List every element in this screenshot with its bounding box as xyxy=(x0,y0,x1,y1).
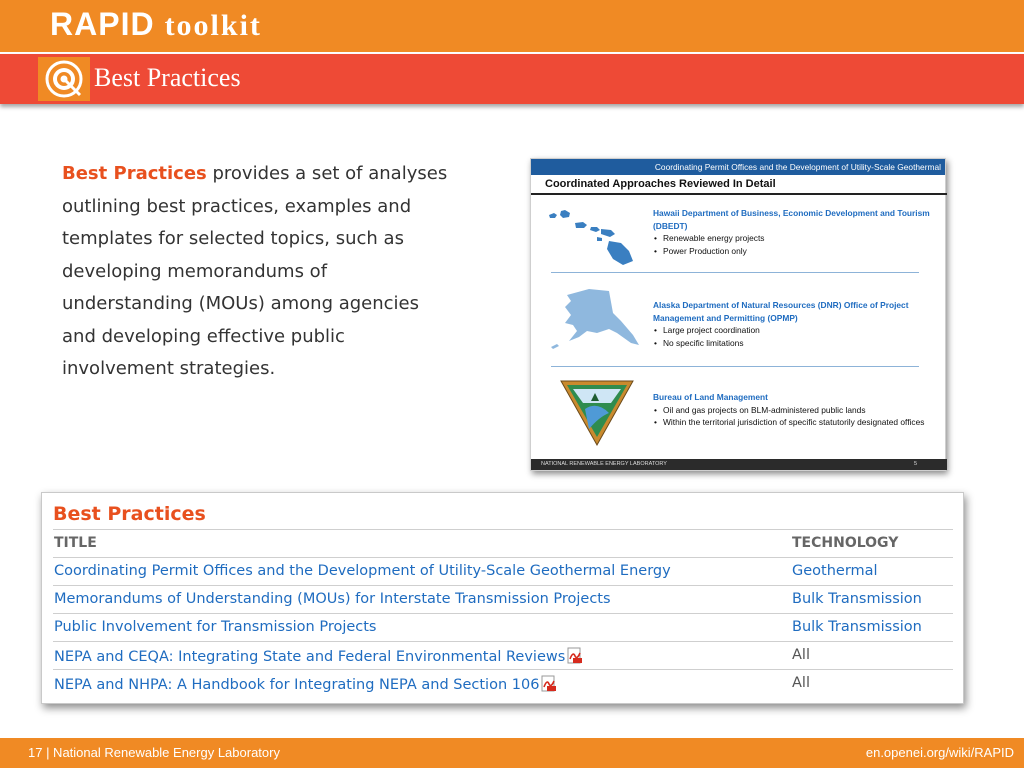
table-row xyxy=(53,585,953,613)
agency-bullet: • Renewable energy projects xyxy=(653,232,943,245)
row-title-cell xyxy=(54,647,583,665)
section-bar xyxy=(0,54,1024,104)
agency-separator xyxy=(551,366,919,367)
row-technology-link[interactable]: Bulk Transmission xyxy=(792,619,922,635)
row-technology-cell: All xyxy=(792,647,810,663)
section-title: Best Practices xyxy=(94,63,241,92)
agency-item xyxy=(653,391,943,429)
table-row xyxy=(53,641,953,669)
row-title-link[interactable]: NEPA and CEQA: Integrating State and Federal Environmental Reviews xyxy=(54,649,566,665)
row-technology-link[interactable]: Geothermal xyxy=(792,563,878,579)
footer-page-info: 17 | National Renewable Energy Laboratory xyxy=(28,745,280,760)
agency-bullet: • Oil and gas projects on BLM-administered public lands xyxy=(653,404,943,417)
hawaii-map-icon xyxy=(545,207,641,267)
header-bar xyxy=(0,0,1024,52)
row-title-link[interactable]: NEPA and NHPA: A Handbook for Integrating NEPA and Section 106 xyxy=(54,677,540,693)
best-practices-panel xyxy=(41,492,964,704)
row-title-link[interactable]: Public Involvement for Transmission Projects xyxy=(54,619,377,635)
slide-footer xyxy=(531,459,947,470)
table-row xyxy=(53,669,953,697)
row-technology-link[interactable]: Bulk Transmission xyxy=(792,591,922,607)
target-icon xyxy=(38,57,90,101)
row-title-cell xyxy=(54,675,557,693)
brand-logo xyxy=(50,6,262,43)
slide-thumbnail xyxy=(530,158,946,471)
agency-bullet: • Within the territorial jurisdiction of specific statutorily designated offices xyxy=(653,416,943,429)
footer-url-link[interactable]: en.openei.org/wiki/RAPID xyxy=(865,745,1014,760)
slide-banner: Coordinating Permit Offices and the Development of Utility-Scale Geothermal xyxy=(531,159,945,175)
slide-page-number: 5 xyxy=(913,461,917,467)
row-title-link[interactable]: Coordinating Permit Offices and the Development of Utility-Scale Geothermal Energy xyxy=(54,563,671,579)
brand-sub: toolkit xyxy=(164,9,262,42)
panel-title: Best Practices xyxy=(53,503,206,525)
pdf-icon[interactable] xyxy=(567,647,583,664)
agency-name: Hawaii Department of Business, Economic Development and Tourism (DBEDT) xyxy=(653,208,930,231)
footer-bar xyxy=(0,738,1024,768)
pdf-icon[interactable] xyxy=(541,675,557,692)
brand-main: RAPID xyxy=(50,6,155,42)
slide-subtitle: Coordinated Approaches Reviewed In Detail xyxy=(545,178,776,190)
slide-divider xyxy=(531,193,947,195)
agency-bullet: • Power Production only xyxy=(653,245,943,258)
agency-item xyxy=(653,207,943,257)
intro-text: provides a set of analyses outlining best practices, examples and templates for selected topics, such as developing memorandums of understanding (MOUs) among agencies and developing effective public involvement strategies. xyxy=(62,163,448,379)
agency-name: Bureau of Land Management xyxy=(653,392,768,402)
row-title-link[interactable]: Memorandums of Understanding (MOUs) for Interstate Transmission Projects xyxy=(54,591,611,607)
row-technology-cell: All xyxy=(792,675,810,691)
table-header-row xyxy=(53,529,953,557)
agency-separator xyxy=(551,272,919,273)
agency-bullet: • No specific limitations xyxy=(653,337,943,350)
column-header-title: TITLE xyxy=(54,535,97,551)
column-header-technology: TECHNOLOGY xyxy=(792,535,899,551)
agency-item xyxy=(653,299,943,349)
best-practices-table xyxy=(53,529,953,697)
intro-highlight: Best Practices xyxy=(62,163,207,184)
intro-paragraph xyxy=(62,158,452,386)
agency-bullet: • Large project coordination xyxy=(653,324,943,337)
slide-footer-text: NATIONAL RENEWABLE ENERGY LABORATORY xyxy=(541,461,667,467)
agency-name: Alaska Department of Natural Resources (DNR) Office of Project Management and Permitting (OPMP) xyxy=(653,300,909,323)
table-row xyxy=(53,557,953,585)
alaska-map-icon xyxy=(549,285,641,353)
table-row xyxy=(53,613,953,641)
blm-seal-icon xyxy=(559,379,635,447)
